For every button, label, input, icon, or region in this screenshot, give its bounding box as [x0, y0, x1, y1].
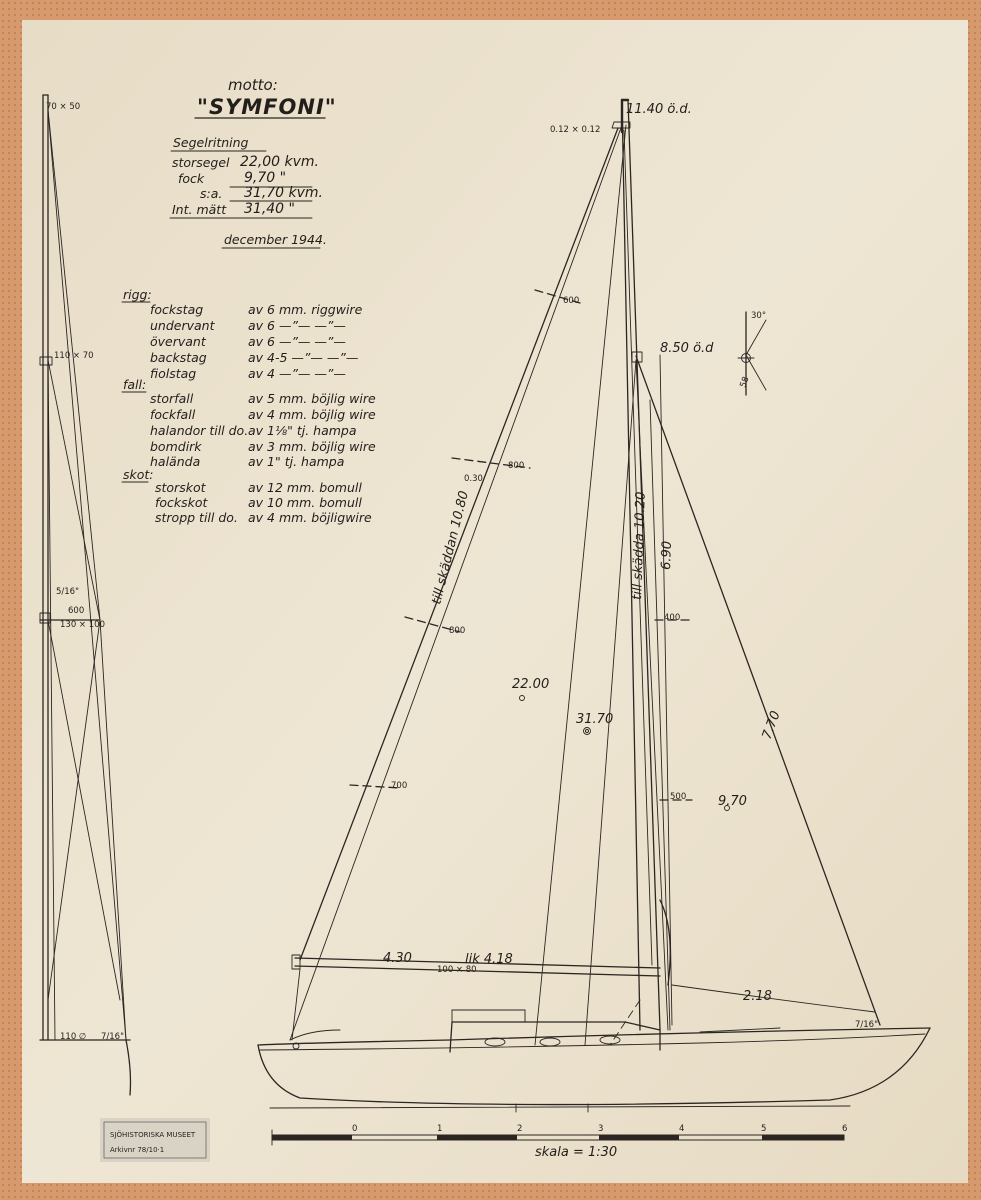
skot-item-2: fockskot: [155, 495, 208, 510]
rigg-spec-2: av 6 —”— —”—: [248, 318, 346, 333]
fall-item-1: storfall: [150, 391, 194, 406]
paper: [22, 20, 968, 1183]
skot-item-1: storskot: [155, 480, 206, 495]
mast-mid-size: 110 × 70: [54, 351, 94, 361]
group-rigg: rigg:: [123, 287, 152, 302]
batten-400: 400: [664, 613, 681, 623]
scale-tick-0: 0: [352, 1124, 358, 1134]
batten-700: 700: [391, 781, 408, 791]
area-label-main: storsegel: [172, 155, 230, 170]
jib-luff-label: till skädda 10.20: [630, 491, 649, 601]
boom-section: 100 × 80: [437, 965, 477, 975]
fall-spec-5: av 1" tj. hampa: [248, 454, 345, 469]
batten-600: 600: [563, 296, 580, 306]
rigg-spec-3: av 6 —”— —”—: [248, 334, 346, 349]
total-area: 31.70: [576, 712, 614, 727]
forestay-label: 7.70: [759, 709, 784, 742]
area-label-jib: fock: [178, 171, 205, 186]
area-value-int: 31,40 ": [244, 201, 295, 217]
main-area: 22.00: [512, 677, 550, 692]
mast-top-section: 0.12 × 0.12: [550, 125, 601, 135]
mast-lower-size: 130 × 100: [60, 620, 105, 630]
fall-item-4: bomdirk: [150, 439, 202, 454]
area-value-jib: 9,70 ": [244, 170, 287, 186]
scale-tick-4: 4: [679, 1124, 685, 1134]
archive-stamp: [100, 1118, 210, 1162]
rigg-item-5: fiolstag: [150, 366, 197, 381]
mast-top-size: 70 × 50: [46, 102, 81, 112]
mast-foot-dia: 110 ∅: [60, 1032, 87, 1042]
drawing-type: Segelritning: [173, 135, 249, 150]
fall-item-3: halandor till do.: [150, 423, 249, 438]
mast-foot-mark: 7/16": [101, 1032, 124, 1042]
skot-item-3: stropp till do.: [155, 510, 238, 525]
mast-lower-dim: 600: [68, 606, 85, 616]
jib-area: 9.70: [718, 794, 747, 809]
mast-lower-mark: 5/16": [56, 587, 79, 597]
jib-foot-length: 2.18: [743, 989, 772, 1004]
rigg-spec-4: av 4-5 —”— —”—: [248, 350, 359, 365]
rigg-item-3: övervant: [150, 334, 206, 349]
chainplate-mark: 7/16": [855, 1020, 878, 1030]
fall-spec-1: av 5 mm. böjlig wire: [248, 391, 376, 406]
scale-tick-2: 2: [517, 1124, 523, 1134]
scale-tick-5: 5: [761, 1124, 767, 1134]
rigg-spec-5: av 4 —”— —”—: [248, 366, 346, 381]
hounds-height: 8.50 ö.d: [660, 341, 714, 356]
motto-label: motto:: [228, 76, 278, 94]
group-skot: skot:: [123, 467, 154, 482]
stamp-line-1: SJÖHISTORISKA MUSEET: [110, 1131, 196, 1139]
rigg-item-4: backstag: [150, 350, 207, 365]
area-value-main: 22,00 kvm.: [240, 154, 320, 170]
stamp-line-2: Arkivnr 78/10·1: [110, 1146, 165, 1154]
skot-spec-1: av 12 mm. bomull: [248, 480, 362, 495]
drawing-date: december 1944.: [224, 232, 327, 247]
scale-tick-6: 6: [842, 1124, 848, 1134]
batten-030: 0.30: [464, 474, 483, 484]
area-label-total: s:a.: [200, 186, 223, 201]
batten-800-upper: 800: [508, 461, 525, 471]
batten-800-lower: 800: [449, 626, 466, 636]
page-title: "SYMFONI": [197, 95, 337, 119]
rigg-item-1: fockstag: [150, 302, 204, 317]
rigg-item-2: undervant: [150, 318, 215, 333]
scale-label: skala = 1:30: [535, 1145, 618, 1160]
fall-item-5: halända: [150, 454, 201, 469]
scale-tick-3: 3: [598, 1124, 604, 1134]
fall-item-2: fockfall: [150, 407, 196, 422]
area-label-int: Int. mätt: [172, 202, 227, 217]
skot-spec-3: av 4 mm. böjligwire: [248, 510, 372, 525]
skot-spec-2: av 10 mm. bomull: [248, 495, 362, 510]
area-value-total: 31,70 kvm.: [244, 185, 324, 201]
fall-spec-4: av 3 mm. böjlig wire: [248, 439, 376, 454]
scale-tick-1: 1: [437, 1124, 443, 1134]
main-luff-label: till skäddan 10.80: [429, 489, 473, 606]
group-fall: fall:: [123, 377, 147, 392]
fall-spec-3: av 1⅛" tj. hampa: [248, 423, 357, 438]
batten-500: 500: [670, 792, 687, 802]
boom-length: 4.30: [383, 951, 412, 966]
jib-leech-label: 6.90: [659, 540, 676, 571]
spreader-length: 58: [738, 375, 752, 390]
masthead-height: 11.40 ö.d.: [626, 102, 692, 117]
fall-spec-2: av 4 mm. böjlig wire: [248, 407, 376, 422]
rigg-spec-1: av 6 mm. riggwire: [248, 302, 363, 317]
spreader-angle: 30°: [751, 311, 767, 321]
boom-foot-length: lik 4.18: [465, 952, 513, 967]
